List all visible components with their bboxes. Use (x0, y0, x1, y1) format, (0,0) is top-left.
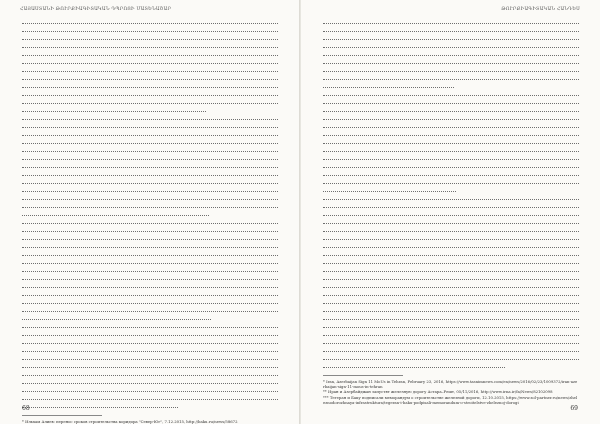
text-line (323, 71, 579, 75)
text-line (22, 351, 278, 355)
text-line (323, 335, 579, 339)
text-line (323, 271, 579, 275)
text-line (323, 39, 579, 43)
text-line (22, 207, 278, 211)
text-line (323, 303, 579, 307)
text-line (22, 343, 278, 347)
text-line (22, 63, 278, 67)
text-line (323, 47, 579, 51)
text-line (323, 367, 505, 371)
text-line (22, 39, 278, 43)
text-line (22, 327, 278, 331)
text-line (323, 351, 579, 355)
text-line (323, 55, 579, 59)
text-line (22, 239, 278, 243)
text-line (22, 255, 278, 259)
text-line (323, 263, 579, 267)
right-page (301, 0, 600, 424)
text-line (22, 295, 278, 299)
text-line (323, 199, 579, 203)
text-line (22, 119, 278, 123)
text-line (22, 79, 278, 83)
left-page (0, 0, 299, 424)
text-line (323, 175, 579, 179)
text-line (323, 95, 579, 99)
footnote: ** Иран и Азербайджан запустят железную дорогу Астара–Решт, 05/11/2016, http://www.irna.ir/fa/News/82102098 (323, 389, 553, 395)
text-line (22, 135, 278, 139)
text-line (323, 119, 579, 123)
text-line (22, 359, 278, 363)
text-line (22, 143, 278, 147)
text-line (323, 167, 579, 171)
text-line (22, 279, 278, 283)
text-line (22, 335, 278, 339)
text-line (22, 391, 278, 395)
text-line (22, 47, 278, 51)
text-line (22, 247, 278, 251)
text-line (22, 303, 278, 307)
text-line (323, 87, 454, 91)
text-line (22, 407, 178, 411)
text-line (22, 399, 278, 403)
text-line (22, 127, 278, 131)
text-line (22, 231, 278, 235)
text-line (22, 151, 278, 155)
text-line (323, 343, 579, 347)
text-line (323, 359, 579, 363)
text-line (323, 239, 579, 243)
text-line (323, 215, 579, 219)
text-line (323, 111, 579, 115)
right-body-text (323, 19, 579, 405)
text-line (323, 31, 579, 35)
text-line (323, 127, 579, 131)
text-line (323, 279, 579, 283)
text-line (323, 247, 579, 251)
text-line (323, 183, 579, 187)
text-line (323, 191, 456, 195)
footnote: * Ильхам Алиев: перенос сроков строительства коридора "Север-Юг", 7.12.2015, http://baku.ru/news/58672 (22, 419, 238, 424)
left-running-head: ՀԱՅԱՍՏԱՆԻ ԹՈՒՐՔԻԱԳԻՏԱԿԱՆ ԴՊՐՈՑԻ ՄԱՏԵՆԱՇԱՐ (20, 7, 172, 12)
text-line (22, 23, 278, 27)
text-line (323, 143, 579, 147)
text-line (22, 167, 278, 171)
text-line (22, 55, 278, 59)
text-line (22, 311, 278, 315)
text-line (22, 175, 278, 179)
text-line (22, 111, 206, 115)
text-line (22, 95, 278, 99)
text-line (323, 63, 579, 67)
text-line (22, 71, 278, 75)
text-line (323, 319, 579, 323)
text-line (22, 375, 278, 379)
text-line (323, 79, 579, 83)
text-line (323, 207, 579, 211)
text-line (323, 23, 579, 27)
text-line (323, 151, 579, 155)
footnote-rule (22, 415, 102, 416)
text-line (323, 327, 579, 331)
text-line (22, 215, 209, 219)
text-line (22, 287, 278, 291)
text-line (323, 287, 579, 291)
text-line (323, 311, 579, 315)
text-line (22, 263, 278, 267)
text-line (22, 319, 211, 323)
text-line (22, 183, 278, 187)
text-line (22, 191, 278, 195)
text-line (22, 103, 278, 107)
footnote-rule (323, 375, 403, 376)
text-line (323, 231, 579, 235)
left-page-number: 68 (22, 405, 30, 412)
text-line (22, 223, 278, 227)
text-line (22, 367, 278, 371)
text-line (22, 87, 278, 91)
footnote: * Iran, Azerbaijan Sign 11 MoUs in Tehran, February 23, 2016, https://www.tasnimnews.com/en/news/2016/02/23/1009372/iran-azerbaijan-sign-11-mous-in-tehran (323, 379, 578, 390)
text-line (22, 383, 278, 387)
right-page-number: 69 (570, 405, 578, 412)
text-line (323, 135, 579, 139)
text-line (323, 223, 579, 227)
text-line (22, 199, 278, 203)
right-running-head: ԹՈՒՐՔԻԱԳԻՏԱԿԱՆ ՀԱՆԴԵՍ (501, 7, 580, 12)
left-body-text (22, 19, 278, 424)
text-line (22, 159, 278, 163)
text-line (323, 295, 579, 299)
footnote: *** Тегеран и Баку подписали меморандум о строительстве железной дороги, 12.10.2015, https://www.zol-partner.ru/news/zheleznodorozhnaya-infrastruktura/tegeran-i-baku-podpisali-memorandum-o-stroitelstve-zheleznoj-dorogi (323, 394, 578, 405)
text-line (22, 31, 278, 35)
text-line (22, 271, 278, 275)
text-line (323, 255, 579, 259)
text-line (323, 159, 579, 163)
text-line (323, 103, 579, 107)
